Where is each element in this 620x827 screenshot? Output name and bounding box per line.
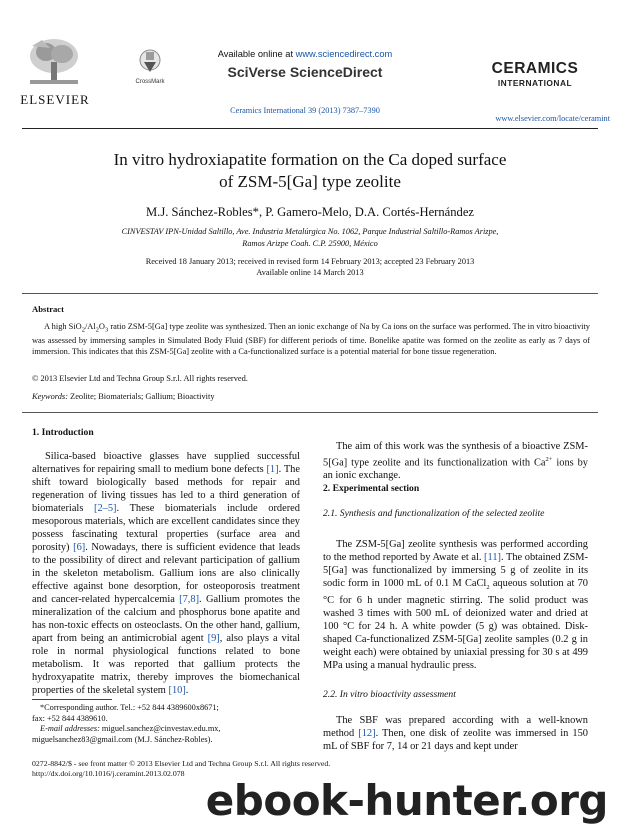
affiliation-line2: Ramos Arizpe Coah. C.P. 25900, México [242, 238, 378, 248]
footnotes [32, 703, 300, 745]
sciencedirect-link[interactable]: www.sciencedirect.com [295, 49, 393, 59]
footnote-email [32, 724, 300, 735]
issn-line: 0272-8842/$ - see front matter © 2013 Elsevier Ltd and Techna Group S.r.l. All rights reserved. [32, 759, 331, 768]
bioactivity-heading: 2.2. In vitro bioactivity assessment [323, 689, 456, 700]
copyright: © 2013 Elsevier Ltd and Techna Group S.r.l. All rights reserved. [32, 374, 248, 383]
article-title [40, 149, 580, 193]
title-line1: In vitro hydroxiapatite formation on the Ca doped surface [113, 150, 507, 169]
platform-name: SciVerse ScienceDirect [227, 64, 383, 80]
reference-link[interactable]: [1] [266, 464, 279, 475]
journal-url[interactable]: www.elsevier.com/locate/ceramint [495, 114, 610, 123]
footnote-corresponding: *Corresponding author. Tel.: +52 844 4389600x8671; [40, 703, 219, 712]
header-rule [22, 128, 598, 129]
journal-logo-line1: CERAMICS [491, 60, 579, 77]
crossmark-label: CrossMark [135, 79, 165, 85]
available-prefix: Available online at [217, 49, 296, 59]
keywords-list: Zeolite; Biomaterials; Gallium; Bioactivity [67, 392, 215, 401]
reference-link[interactable]: [10] [168, 685, 186, 696]
crossmark-icon[interactable] [138, 48, 162, 78]
email-label: E-mail addresses: [40, 724, 100, 733]
synthesis-text: The ZSM-5[Ga] zeolite synthesis was performed according to the method reported by Awate et al. [11]. The obtained ZSM-5[Ga] was functionalized by immersing 5 g of zeolite in its sodic form in 1000 mL of 0.1 M CaCl$_2$ aqueous solution at 70 °C for 6 h under magnetic stirring. The solid product was washed 3 times with 500 mL of deionized water and dried at 100 °C for 24 h. A white powder (5 g) was obtained. Disk-shaped Ca-functionalized ZSM-5[Ga] zeolite samples (0.2 g in weight each) were obtained by uniaxial pressing for 30 s at 499 MPa using a manual hydraulic press. [323, 539, 588, 672]
received-dates: Received 18 January 2013; received in revised form 14 February 2013; accepted 23 February 2013 [145, 257, 475, 266]
available-online [190, 49, 420, 59]
reference-link[interactable]: [7,8] [179, 594, 200, 605]
abstract-bottom-rule [22, 412, 598, 413]
affiliation [40, 226, 580, 249]
abstract-top-rule [22, 293, 598, 294]
reference-link[interactable]: [12] [358, 728, 376, 739]
journal-logo [470, 60, 600, 88]
authors: M.J. Sánchez-Robles*, P. Gamero-Melo, D.A. Cortés-Hernández [145, 205, 475, 219]
synthesis-heading: 2.1. Synthesis and functionalization of the selected zeolite [323, 508, 545, 519]
watermark: ebook-hunter.org [205, 776, 608, 825]
dates [40, 256, 580, 278]
reference-link[interactable]: [9] [207, 633, 220, 644]
doi-link[interactable]: http://dx.doi.org/10.1016/j.ceramint.2013.02.078 [32, 769, 185, 778]
abstract-text: A high $SiO_2/Al_2O_3$ ratio ZSM-5[Ga] type zeolite was synthesized. Then an ionic exchange of Na by Ca ions on the surface was performed. The in vitro bioactivity was assessed by immersing samples in Simulated Body Fluid (SBF) for different periods of time. Bonelike apatite was formed on the zeolite as early as 7 days of immersion. This indicates that this ZSM-5[Ga] zeolite with a Ca-functionalized surface is a potential material for bone tissue regeneration. [32, 322, 590, 356]
reference-link[interactable]: [6] [73, 542, 86, 553]
footnote-rule [32, 699, 112, 700]
email-2[interactable]: miguelsanchez83@gmail.com (M.J. Sánchez-Robles). [32, 734, 213, 744]
affiliation-line1: CINVESTAV IPN-Unidad Saltillo, Ave. Industria Metalúrgica No. 1062, Parque Industrial Saltillo-Ramos Arizpe, [121, 227, 499, 236]
aim-text: The aim of this work was the synthesis of a bioactive ZSM-5[Ga] type zeolite and its functionalization with $Ca^{2+}$ ions by an ionic exchange. [323, 441, 588, 482]
bioactivity-text: The SBF was prepared according with a well-known method [12]. Then, one disk of zeolite was immersed in 150 mL of SBF for 7, 14 or 21 days and kept under [323, 715, 589, 752]
intro-text: Silica-based bioactive glasses have supplied successful alternatives for repairing small to medium bone defects [1]. The shift toward biologically based methods for repair and regeneration of living tissues has led to a third generation of biomaterials [2–5]. These biomaterials include ordered mesoporous materials, which are excellent candidates since they possess fascinating textural properties (surface area and porosity) [6]. Nowadays, there is sufficient evidence that leads to the possibility of direct and relevant participation of gallium in the skeleton metabolism. Gallium ions are also clinically effective against bone desorption, for osteoporosis treatment and cancer-related hypercalcemia [7,8]. Gallium promotes the mineralization of the calcium and phosphorus bone apatite and has non-toxic effects on osteoclasts. On the other hand, gallium, apart from being an antimicrobial agent [9], also plays a vital role in normal physiological functions related to bone metabolism. It was reported that gallium protects the hydroxyapatite matrix, thereby improves the biomechanical properties of the skeletal system [10]. [32, 451, 301, 696]
footnote-fax: fax: +52 844 4389610. [32, 713, 108, 723]
reference-link[interactable]: [11] [484, 552, 501, 563]
keywords [32, 392, 590, 403]
experimental-heading: 2. Experimental section [323, 483, 420, 494]
email-1[interactable]: miguel.sanchez@cinvestav.edu.mx, [99, 724, 221, 733]
journal-logo-line2: INTERNATIONAL [497, 78, 573, 88]
intro-heading: 1. Introduction [32, 427, 94, 438]
title-line2: of ZSM-5[Ga] type zeolite [219, 172, 401, 191]
keywords-label: Keywords: [32, 392, 68, 401]
journal-citation[interactable]: Ceramics International 39 (2013) 7387–7390 [230, 106, 380, 115]
elsevier-tree-logo [24, 36, 84, 90]
abstract-heading: Abstract [32, 304, 64, 314]
reference-link[interactable]: [2–5] [94, 503, 117, 514]
publisher-logo: ELSEVIER [20, 92, 90, 107]
online-date: Available online 14 March 2013 [256, 268, 364, 277]
